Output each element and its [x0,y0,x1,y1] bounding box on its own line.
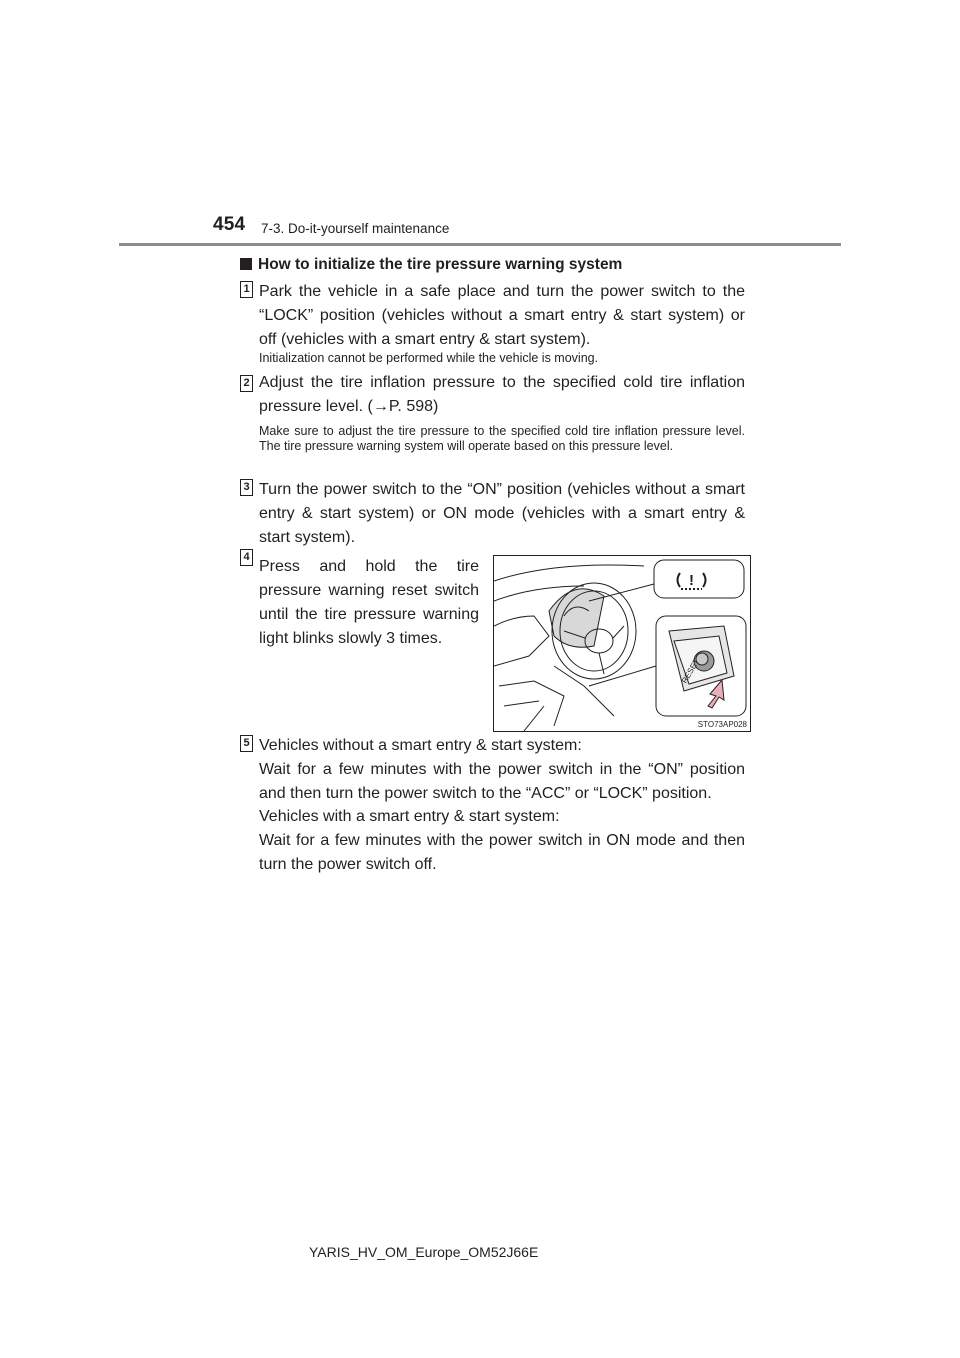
step-5-label-b: Vehicles with a smart entry & start system: [259,808,560,825]
step-5-number: 5 [240,735,253,752]
step-1-note: Initialization cannot be performed while the vehicle is moving. [259,351,599,365]
reset-switch-label: RESET [679,657,702,685]
reset-switch-illustration [493,555,751,732]
step-1-text: Park the vehicle in a safe place and turn the power switch to the “LOCK” position (vehicles without a smart entry & start system) or off (vehicles with a smart entry & start system). [259,283,745,348]
step-2-text: Adjust the tire inflation pressure to the specified cold tire inflation pressure level. (→P. 598) [259,374,745,415]
page-number: 454 [213,214,246,235]
step-3-text: Turn the power switch to the “ON” position (vehicles without a smart entry & start system) or ON mode (vehicles with a smart entry & start system). [259,481,745,546]
step-1-number: 1 [240,281,253,298]
step-2-note: Make sure to adjust the tire pressure to the specified cold tire inflation pressure level. The tire pressure warning system will operate based on this pressure level. [259,424,745,453]
header-divider [119,243,841,246]
heading-text: How to initialize the tire pressure warning system [258,256,623,273]
step-5-label-a: Vehicles without a smart entry & start system: [259,737,582,754]
dashboard-drawing [494,556,750,731]
tire-pressure-warning-icon: ! [689,572,694,589]
step-2-number: 2 [240,375,253,392]
procedure-heading [240,256,622,274]
step-4-number: 4 [240,549,253,566]
figure-code: STO73AP028 [697,720,747,729]
square-bullet-icon [240,258,252,270]
section-title: 7-3. Do-it-yourself maintenance [261,221,450,236]
step-4-text: Press and hold the tire pressure warning reset switch until the tire pressure warning light blinks slowly 3 times. [259,558,479,647]
step-5-text-a: Wait for a few minutes with the power switch in the “ON” position and then turn the power switch to the “ACC” or “LOCK” position. [259,761,745,802]
document-footer: YARIS_HV_OM_Europe_OM52J66E [309,1244,539,1260]
step-5-text-b: Wait for a few minutes with the power switch in ON mode and then turn the power switch off. [259,832,745,873]
step-3-number: 3 [240,479,253,496]
